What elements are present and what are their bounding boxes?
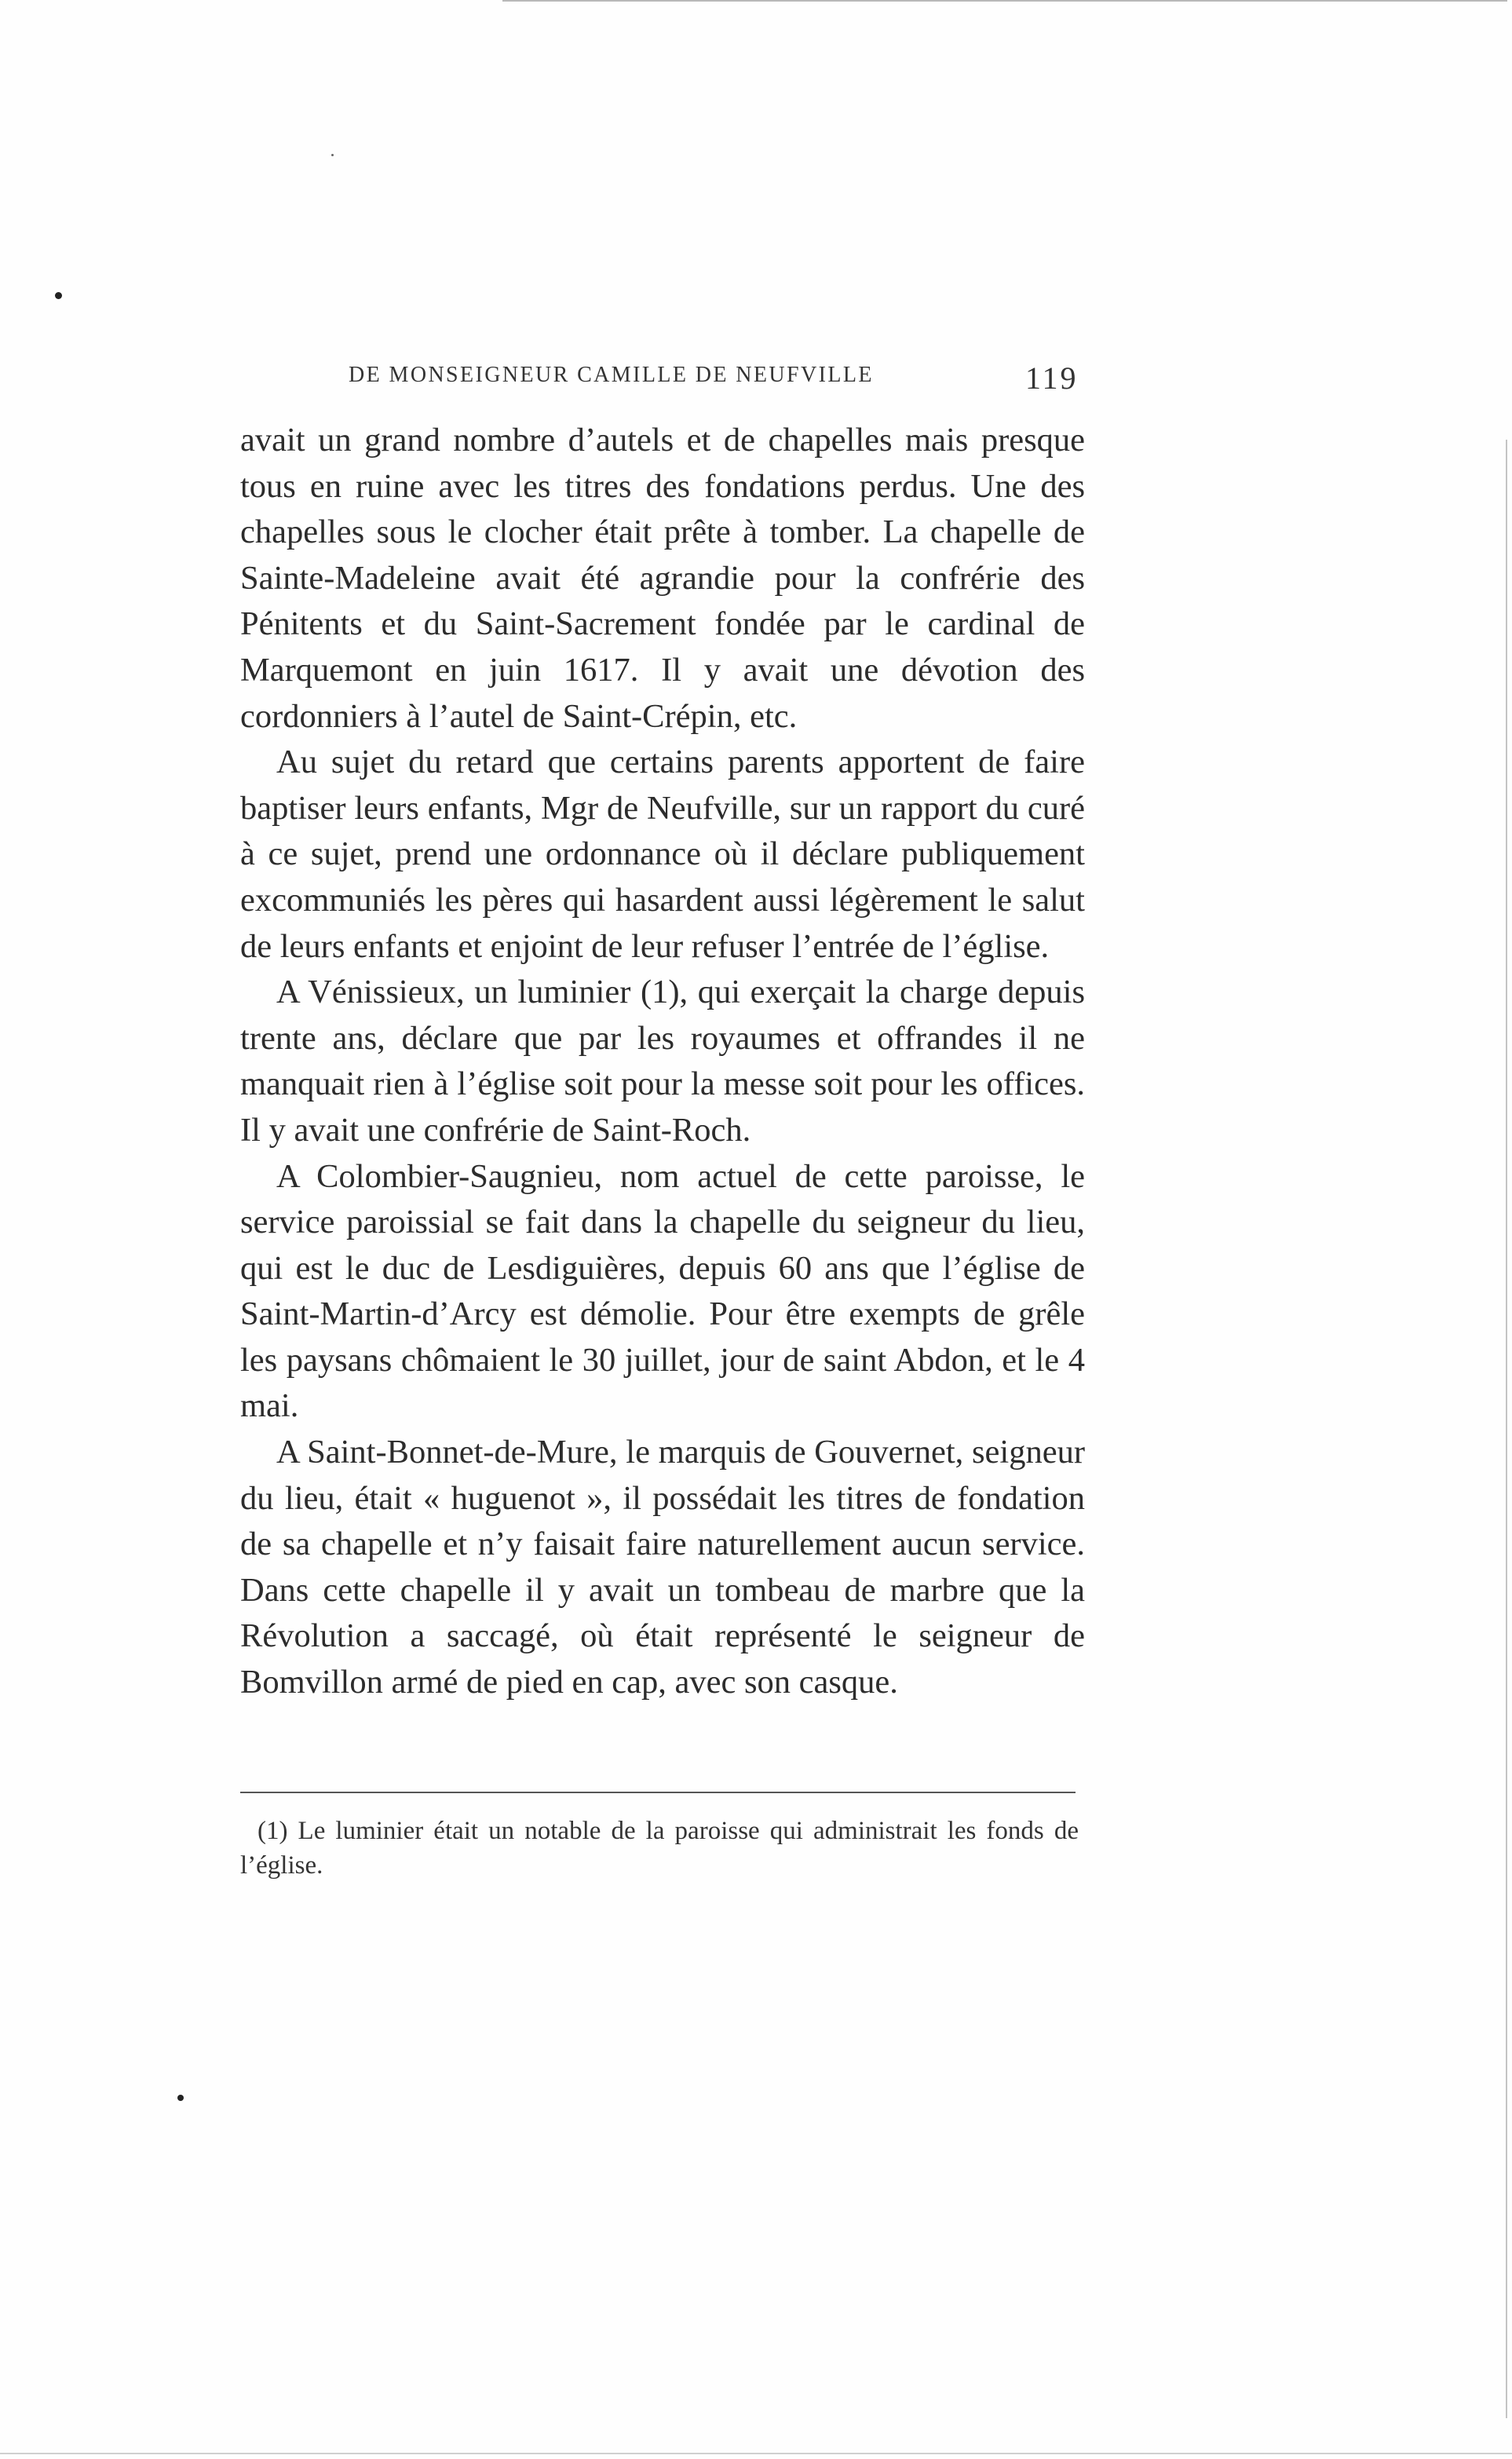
paragraph-venissieux: A Vénissieux, un luminier (1), qui exerçait la charge depuis trente ans, déclare que par les royaumes et offrandes il ne manquait rien à l’église soit pour la messe soit pour les offices. Il y avait une confrérie de Saint-Roch. (240, 974, 1085, 1149)
scan-edge-top (502, 0, 1507, 2)
scan-edge-bottom (0, 2453, 1512, 2454)
running-head: DE MONSEIGNEUR CAMILLE DE NEUFVILLE (349, 363, 874, 387)
scan-speck-1 (55, 292, 62, 299)
paragraph-baptism: Au sujet du retard que certains parents apportent de faire baptiser leurs enfants, Mgr de Neufville, sur un rapport du curé à ce sujet, prend une ordonnance où il déclare publiquement excommuniés les pères qui hasardent aussi légèrement le salut de leurs enfants et enjoint de leur refuser l’entrée de l’église. (240, 744, 1085, 965)
scan-edge-right (1506, 440, 1507, 2418)
paragraph-saint-bonnet-de-mure: A Saint-Bonnet-de-Mure, le marquis de Gouvernet, seigneur du lieu, était « huguenot », il possédait les titres de fondation de sa chapelle et n’y faisait faire naturellement aucun service. Dans cette chapelle il y avait un tombeau de marbre que la Révolution a saccagé, où était représenté le seigneur de Bomvillon armé de pied en cap, avec son casque. (240, 1434, 1085, 1701)
body-text (240, 418, 1085, 1706)
footnote: (1) Le luminier était un notable de la paroisse qui administrait les fonds de l’église. (240, 1817, 1079, 1880)
scan-speck-3 (331, 154, 334, 156)
footnote-rule (240, 1792, 1076, 1793)
page-number: 119 (1025, 360, 1079, 396)
paragraph-continued: avait un grand nombre d’autels et de chapelles mais presque tous en ruine avec les titres des fondations perdus. Une des chapelles sous le clocher était prête à tomber. La chapelle de Sainte-Madeleine avait été agrandie pour la confrérie des Pénitents et du Saint-Sacrement fondée par le cardinal de Marquemont en juin 1617. Il y avait une dévotion des cordonniers à l’autel de Saint-Crépin, etc. (240, 422, 1085, 735)
paragraph-colombier-saugnieu: A Colombier-Saugnieu, nom actuel de cette paroisse, le service paroissial se fait dans la chapelle du seigneur du lieu, qui est le duc de Lesdiguières, depuis 60 ans que l’église de Saint-Martin-d’Arcy est démolie. Pour être exempts de grêle les paysans chômaient le 30 juillet, jour de saint Abdon, et le 4 mai. (240, 1157, 1085, 1425)
scan-speck-2 (177, 2095, 184, 2101)
